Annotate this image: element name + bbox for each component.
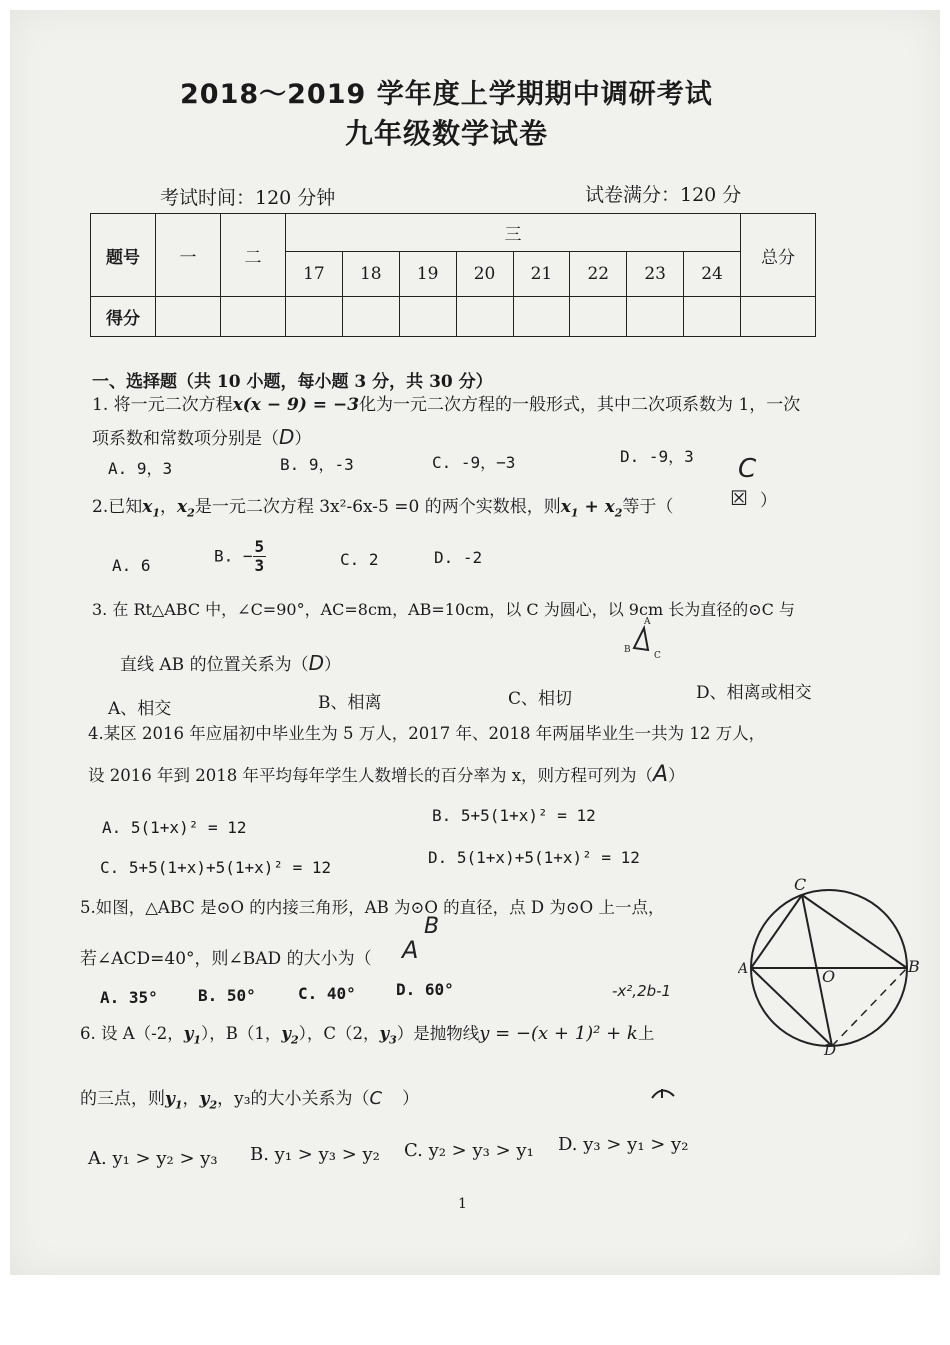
exam-time: 考试时间：120 分钟 bbox=[160, 187, 336, 209]
q4-option-b: B. 5+5(1+x)² = 12 bbox=[432, 806, 596, 825]
q5-handwritten-answer-2: B bbox=[424, 914, 440, 939]
score-cell[interactable] bbox=[286, 297, 343, 337]
q2-close: ） bbox=[760, 491, 777, 511]
q6-option-b: B. y₁ > y₃ > y₂ bbox=[250, 1144, 380, 1165]
item-17: 17 bbox=[286, 252, 343, 297]
full-score: 试卷满分：120 分 bbox=[585, 184, 742, 206]
q1-option-c: C. -9，−3 bbox=[432, 453, 516, 472]
q2-text-c: 等于（ bbox=[622, 497, 674, 517]
row-label-score: 得分 bbox=[91, 297, 156, 337]
q2-option-d: D. -2 bbox=[434, 548, 483, 567]
q5-option-d: D. 60° bbox=[396, 980, 454, 999]
q1-handwritten-answer: D bbox=[279, 425, 295, 449]
q2-crossed-mark: ☒ bbox=[730, 486, 748, 510]
q2-text-b: 是一元二次方程 3x²-6x-5 =0 的两个实数根，则 bbox=[194, 497, 561, 517]
parabola-equation: y = −(x + 1)² + k bbox=[479, 1023, 638, 1044]
row-label-question: 题号 bbox=[91, 214, 156, 297]
score-cell[interactable] bbox=[156, 297, 221, 337]
q1-option-d: D. -9，3 bbox=[620, 447, 694, 466]
q5-option-b: B. 50° bbox=[198, 986, 256, 1005]
score-cell[interactable] bbox=[456, 297, 513, 337]
svg-text:B: B bbox=[624, 645, 631, 655]
q3-option-d: D、相离或相交 bbox=[696, 683, 812, 703]
q2-option-b: B. − $\frac{5}{3}$ bbox=[214, 537, 265, 575]
question-2: 2.已知$x_1$，$x_2$是一元二次方程 3x²-6x-5 =0 的两个实数根，则$x_1 + x_2$等于（ bbox=[92, 497, 674, 520]
item-18: 18 bbox=[342, 252, 399, 297]
score-cell[interactable] bbox=[221, 297, 286, 337]
q5-option-a: A. 35° bbox=[100, 988, 158, 1007]
q3-option-c: C、相切 bbox=[508, 689, 573, 709]
q3-sketch-triangle bbox=[620, 614, 670, 664]
question-5-line2: 若∠ACD=40°，则∠BAD 的大小为（ bbox=[80, 949, 372, 969]
section-heading: 一、选择题（共 10 小题，每小题 3 分，共 30 分） bbox=[92, 372, 493, 392]
q5-circle-figure bbox=[738, 876, 928, 1056]
page-number: 1 bbox=[458, 1196, 467, 1212]
q6-option-d: D. y₃ > y₁ > y₂ bbox=[558, 1134, 689, 1155]
svg-text:C: C bbox=[654, 651, 661, 661]
label-a: A bbox=[738, 961, 749, 977]
score-cell[interactable] bbox=[741, 297, 816, 337]
score-cell[interactable] bbox=[684, 297, 741, 337]
score-cell[interactable] bbox=[513, 297, 570, 337]
q1-text-a: 1. 将一元二次方程 bbox=[92, 395, 233, 415]
exam-subtitle: 九年级数学试卷 bbox=[345, 117, 549, 150]
label-d: D bbox=[824, 1041, 837, 1056]
q2-option-c: C. 2 bbox=[340, 550, 379, 569]
question-3: 3. 在 Rt△ABC 中，∠C=90°，AC=8cm，AB=10cm，以 C 为圆心，以 9cm 长为直径的⊙C 与 bbox=[92, 600, 795, 619]
q6-doodle bbox=[648, 1082, 678, 1102]
question-4: 4.某区 2016 年应届初中毕业生为 5 万人，2017 年、2018 年两届毕业生一共为 12 万人， bbox=[88, 724, 766, 743]
score-cell[interactable] bbox=[627, 297, 684, 337]
question-5: 5.如图，△ABC 是⊙O 的内接三角形，AB 为⊙O 的直径，点 D 为⊙O 上一点， bbox=[80, 898, 665, 917]
q4-option-d: D. 5(1+x)+5(1+x)² = 12 bbox=[428, 848, 640, 867]
score-cell[interactable] bbox=[570, 297, 627, 337]
question-1 bbox=[92, 390, 800, 415]
question-3-line2: 直线 AB 的位置关系为（D） bbox=[120, 651, 341, 675]
item-22: 22 bbox=[570, 252, 627, 297]
q1-equation: x(x − 9) = −3 bbox=[232, 395, 360, 415]
q6-handwritten-note: -x²,2b-1 bbox=[612, 982, 672, 1000]
question-1-line2 bbox=[92, 424, 311, 449]
q1-line2: 项系数和常数项分别是（ bbox=[92, 429, 279, 449]
score-cell[interactable] bbox=[399, 297, 456, 337]
q1-text-b: 化为一元二次方程的一般形式，其中二次项系数为 1，一次 bbox=[359, 395, 801, 415]
q4-option-c: C. 5+5(1+x)+5(1+x)² = 12 bbox=[100, 858, 332, 877]
q6-option-c: C. y₂ > y₃ > y₁ bbox=[404, 1140, 534, 1161]
label-o: O bbox=[822, 967, 836, 986]
q2-text-a: 2.已知 bbox=[92, 497, 143, 517]
q3-option-b: B、相离 bbox=[318, 693, 382, 713]
q3-option-a: A、相交 bbox=[108, 699, 172, 719]
q2-option-a: A. 6 bbox=[112, 556, 151, 575]
q6-handwritten-answer: C bbox=[369, 1088, 383, 1109]
exam-title: 2018～2019 学年度上学期期中调研考试 bbox=[180, 79, 713, 110]
item-23: 23 bbox=[627, 252, 684, 297]
q6-option-a: A. y₁ > y₂ > y₃ bbox=[88, 1148, 218, 1169]
svg-text:A: A bbox=[644, 617, 651, 627]
q1-close: ） bbox=[294, 429, 312, 449]
question-4-line2: 设 2016 年到 2018 年平均每年学生人数增长的百分率为 x，则方程可列为（A） bbox=[88, 762, 685, 787]
score-cell[interactable] bbox=[342, 297, 399, 337]
q1-option-b: B. 9，-3 bbox=[280, 455, 354, 474]
score-table bbox=[90, 213, 816, 337]
q5-option-c: C. 40° bbox=[298, 984, 356, 1003]
total-label: 总分 bbox=[741, 214, 816, 297]
item-21: 21 bbox=[513, 252, 570, 297]
q2-handwritten-answer: C bbox=[738, 454, 757, 484]
question-6-line2: 的三点，则$y_1$，$y_2$，y₃的大小关系为（C ） bbox=[80, 1088, 420, 1112]
part-two: 二 bbox=[221, 214, 286, 297]
part-three: 三 bbox=[286, 214, 741, 252]
item-20: 20 bbox=[456, 252, 513, 297]
q4-handwritten-answer: A bbox=[653, 762, 669, 787]
label-c: C bbox=[794, 876, 807, 894]
q3-handwritten-answer: D bbox=[308, 651, 324, 675]
question-6: 6. 设 A（-2，$y_1$），B（1，$y_2$），C（2，$y_3$）是抛物线y = −(x + 1)² + k上 bbox=[80, 1023, 655, 1047]
q5-handwritten-answer: A bbox=[402, 936, 419, 964]
item-19: 19 bbox=[399, 252, 456, 297]
q4-option-a: A. 5(1+x)² = 12 bbox=[102, 818, 247, 837]
part-one: 一 bbox=[156, 214, 221, 297]
item-24: 24 bbox=[684, 252, 741, 297]
q1-option-a: A. 9，3 bbox=[108, 459, 173, 478]
label-b: B bbox=[908, 957, 920, 976]
